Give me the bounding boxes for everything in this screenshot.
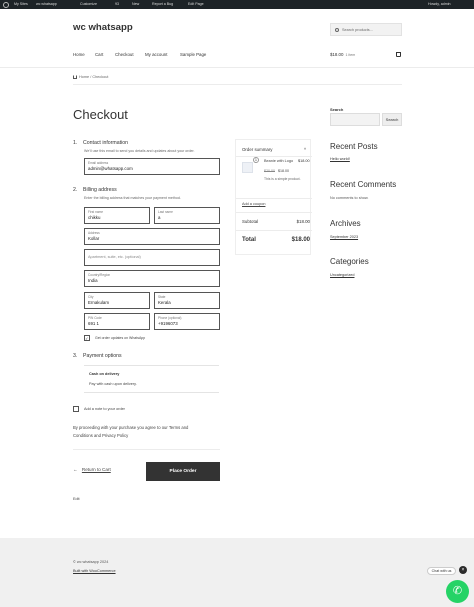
payment-method-cod[interactable] [84,365,219,393]
payment-method-desc: Pay with cash upon delivery. [89,382,137,386]
phone-field[interactable] [154,313,220,330]
summary-divider [236,230,312,231]
breadcrumb-home[interactable]: Home [79,75,90,80]
summary-item-price: $18.00 [298,159,310,163]
step-title: Payment options [83,353,122,359]
page-title: Checkout [73,107,128,122]
admin-report-bug[interactable]: Report a Bug [152,2,174,7]
apartment-field[interactable] [84,249,220,266]
footer-woocommerce-link[interactable]: Built with WooCommerce [73,569,116,573]
place-order-button[interactable]: Place Order [146,462,220,481]
cart-count: 1 item [345,53,356,57]
sidebar-search-input[interactable] [330,113,380,126]
header-cart[interactable] [330,52,355,57]
summary-divider [236,212,312,213]
payment-step-heading [73,353,122,359]
summary-item-desc: This is a simple product. [264,177,301,181]
site-title[interactable]: wc whatsapp [73,22,133,33]
cart-bag-icon[interactable] [396,52,401,57]
city-field[interactable] [84,292,150,309]
state-select[interactable] [154,292,220,309]
search-placeholder: Search products… [342,28,374,32]
return-to-cart-link[interactable] [73,467,111,472]
total-row [242,237,310,243]
step-number: 2. [73,187,78,193]
pin-code-field[interactable] [84,313,150,330]
nav-cart[interactable]: Cart [95,52,104,57]
state-value: Kerala [158,300,171,305]
admin-site-name[interactable]: wc whatsapp [36,2,57,7]
phone-value: +9196073 [158,321,178,326]
nav-checkout[interactable]: Checkout [115,52,134,57]
return-to-cart-label: Return to Cart [81,467,111,472]
admin-edit-page[interactable]: Edit Page [188,2,204,7]
breadcrumb-sep: / [90,75,92,80]
email-field[interactable] [84,158,220,175]
email-label: Email address [88,160,109,165]
contact-step-heading [73,140,128,146]
breadcrumb-current: Checkout [92,75,109,80]
subtotal-label: Subtotal [242,219,259,224]
country-label: Country/Region [88,272,111,277]
address-field[interactable] [84,228,220,245]
summary-divider [236,156,312,157]
step-title: Contact information [83,140,128,146]
recent-comments-heading: Recent Comments [330,180,397,189]
email-value: admin@whatsapp.com [88,166,133,171]
billing-step-heading [73,187,117,193]
apartment-placeholder: Apartment, suite, etc. (optional) [88,255,141,259]
first-name-label: First name [88,209,104,214]
pin-label: PIN Code [88,315,102,320]
order-summary-header[interactable] [242,147,310,152]
step-title: Billing address [83,187,117,193]
admin-my-sites[interactable]: My Sites [14,2,28,7]
chevron-up-icon: ^ [303,147,306,152]
summary-old-price: $20.00 [264,169,275,173]
city-value: Ernakulam [88,300,109,305]
nav-sample-page[interactable]: Sample Page [180,52,207,57]
last-name-label: Last name [158,209,173,214]
billing-note: Enter the billing address that matches your payment method. [84,196,181,200]
add-coupon-link[interactable]: Add a coupon [242,202,266,206]
search-icon [335,28,339,32]
order-summary-title: Order summary [242,147,273,152]
whatsapp-chat-icon[interactable]: ✆ [446,580,469,603]
close-icon[interactable]: × [459,566,467,574]
wordpress-icon[interactable] [3,2,9,8]
no-comments-text: No comments to show. [330,196,369,200]
recent-post-link[interactable]: Hello world! [330,157,350,161]
summary-sale-price: $18.00 [278,169,289,173]
city-label: City [88,294,94,299]
actions-divider [73,449,220,450]
phone-label: Phone (optional) [158,315,182,320]
address-label: Address [88,230,100,235]
last-name-value: a [158,215,161,220]
step-number: 3. [73,353,78,359]
site-footer [0,538,474,607]
order-note-checkbox[interactable] [73,406,79,412]
quantity-badge: 1 [253,157,259,163]
payment-method-title: Cash on delivery [89,372,120,376]
subtotal-row [242,219,310,224]
header-divider [0,67,474,68]
step-number: 1. [73,140,78,146]
nav-home[interactable]: Home [73,52,85,57]
arrow-left-icon: ← [73,467,78,472]
home-icon [73,75,77,79]
product-search-input[interactable] [330,23,402,36]
order-summary [235,139,311,255]
breadcrumb [73,75,108,79]
pin-value: 691 1 [88,321,99,326]
sidebar-search-button[interactable]: Search [382,113,402,126]
whatsapp-updates-label: Get order updates on WhatsApp [95,336,146,340]
whatsapp-updates-checkbox[interactable]: ✓ [85,336,89,341]
country-select[interactable] [84,270,220,287]
sidebar-search-label: Search [330,107,344,112]
first-name-value: chikku [88,215,101,220]
total-value: $18.00 [291,237,310,243]
summary-item-name: Beanie with Logo [264,159,294,163]
admin-updates[interactable]: 93 [115,2,119,7]
first-name-field[interactable] [84,207,150,224]
footer-copyright: © wc whatsapp 2024 [73,560,109,564]
order-note-label: Add a note to your order [84,407,125,411]
category-link[interactable]: Uncategorized [330,273,355,277]
categories-heading: Categories [330,257,369,266]
contact-note: We'll use this email to send you details and updates about your order. [84,149,195,153]
archive-link[interactable]: September 2023 [330,235,359,239]
admin-new[interactable]: New [132,2,140,7]
total-label: Total [242,237,256,243]
country-value: India [88,278,98,283]
address-value: Kollar [88,236,100,241]
edit-link[interactable]: Edit [73,497,80,501]
nav-my-account[interactable]: My account [145,52,168,57]
summary-item-pricing [264,169,289,173]
last-name-field[interactable] [154,207,220,224]
admin-bar [0,0,474,9]
archives-heading: Archives [330,219,361,228]
cart-total: $18.00 [330,52,344,57]
product-thumbnail [242,162,253,173]
state-label: State [158,294,166,299]
recent-posts-heading: Recent Posts [330,142,378,151]
admin-greeting[interactable]: Howdy, admin [428,2,451,7]
summary-divider [236,198,312,199]
chat-with-us-pill[interactable]: Chat with us [427,567,456,575]
admin-customize[interactable]: Customize [80,2,97,7]
breadcrumb-divider [73,84,402,85]
terms-text: By proceeding with your purchase you agree to our Terms and Conditions and Privacy Policy [73,425,189,438]
subtotal-value: $18.00 [296,219,310,224]
